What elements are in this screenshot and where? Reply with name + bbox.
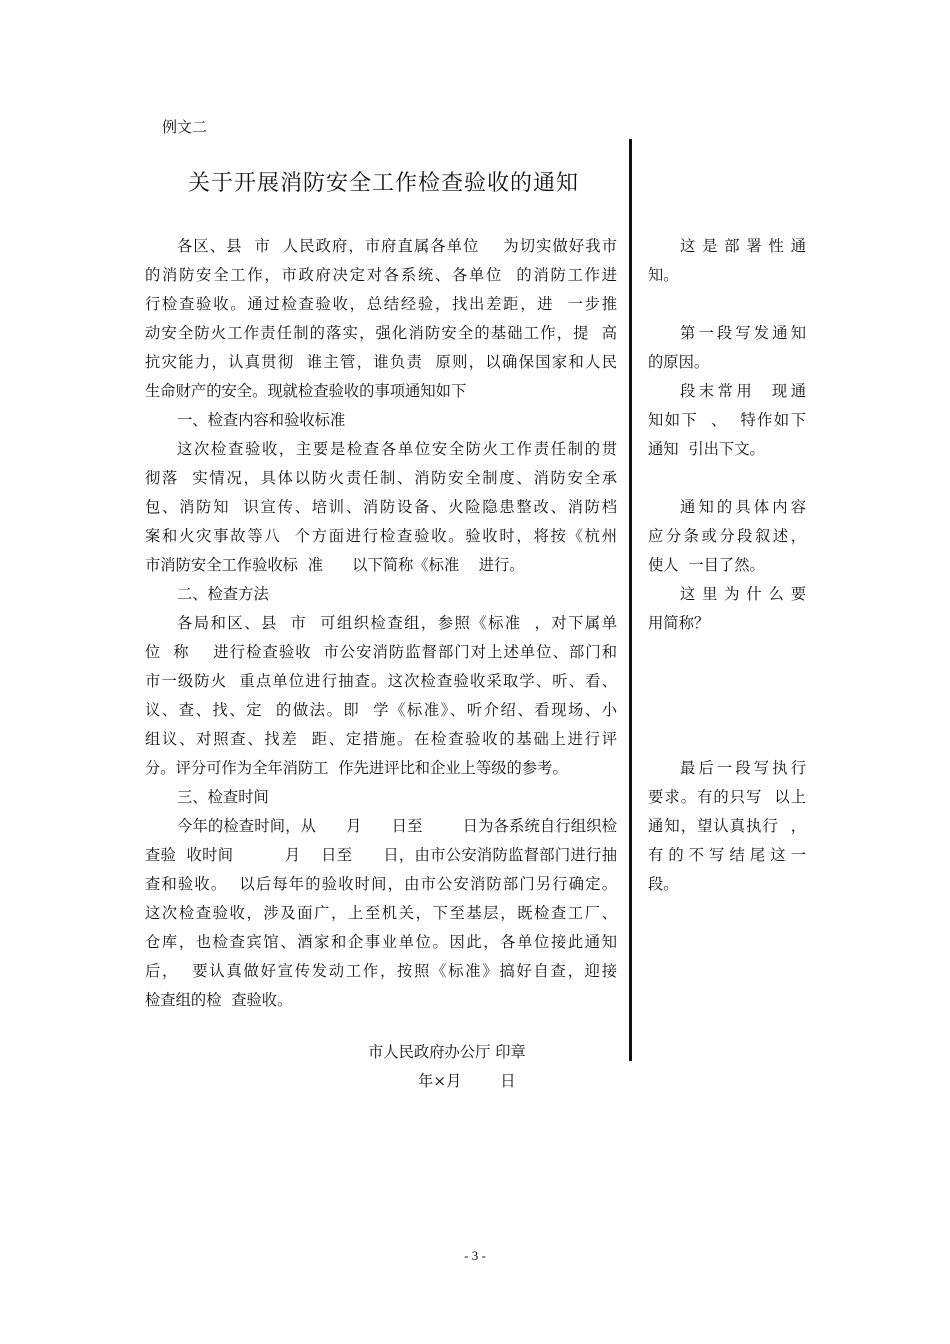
body-line: 后， 要认真做好宣传发动工作，按照《标准》搞好自查，迎接 bbox=[145, 962, 617, 980]
body-line: 议、查、找、定 的做法。即 学《标准》、听介绍、看现场、小 bbox=[145, 701, 617, 719]
body-line: 这次检查验收，涉及面广，上至机关，下至基层，既检查工厂、 bbox=[145, 904, 617, 922]
section-heading: 二、检查方法 bbox=[177, 585, 269, 603]
body-line: 今年的检查时间，从 月 日至 日为各系统自行组织检 bbox=[177, 817, 617, 835]
body-line: 彻落 实情况，具体以防火责任制、消防安全制度、消防安全承 bbox=[145, 469, 617, 487]
margin-note-line: 用简称？ bbox=[648, 614, 710, 632]
body-line: 市一级防火 重点单位进行抽查。这次检查验收采取学、听、看、 bbox=[145, 672, 617, 690]
body-line: 查验 收时间 月 日至 日，由市公安消防监督部门进行抽 bbox=[145, 846, 617, 864]
note-spacer bbox=[648, 667, 806, 696]
column-divider bbox=[629, 139, 632, 1061]
margin-note-line: 段末常用 现通 bbox=[680, 382, 806, 400]
margin-note-line: 有 的 不 写 结 尾 这 一 bbox=[648, 846, 806, 864]
body-line: 这次检查验收，主要是检查各单位安全防火工作责任制的贯 bbox=[177, 440, 617, 458]
body-line: 行检查验收。通过检查验收，总结经验，找出差距，进 一步推 bbox=[145, 295, 617, 313]
margin-note-line: 段。 bbox=[648, 875, 679, 893]
margin-note-line: 要求。有的只写 以上 bbox=[648, 788, 806, 806]
body-line: 分。评分可作为全年消防工 作先进评比和企业上等级的参考。 bbox=[145, 759, 568, 777]
body-line: 生命财产的安全。现就检查验收的事项通知如下 bbox=[145, 382, 467, 400]
margin-note-line: 通知，望认真执行 ， bbox=[648, 817, 806, 835]
body-line: 检查组的检 查验收。 bbox=[145, 991, 293, 1009]
page-number: - 3 - bbox=[464, 1248, 486, 1263]
margin-note-line: 的原因。 bbox=[648, 353, 710, 371]
document-title: 关于开展消防安全工作检查验收的通知 bbox=[188, 171, 580, 196]
example-label: 例文二 bbox=[162, 118, 208, 136]
margin-note-line: 应分条或分段叙述， bbox=[648, 527, 806, 545]
signature: 市人民政府办公厅 印章 bbox=[368, 1043, 526, 1061]
margin-note-line: 通知的具体内容 bbox=[680, 498, 806, 516]
section-heading: 三、检查时间 bbox=[177, 788, 269, 806]
margin-note-line: 知。 bbox=[648, 266, 679, 284]
body-line: 查和验收。 以后每年的验收时间，由市公安消防部门另行确定。 bbox=[145, 875, 617, 893]
margin-notes bbox=[648, 232, 806, 899]
section-heading: 一、检查内容和验收标准 bbox=[177, 411, 346, 429]
note-spacer bbox=[648, 638, 806, 667]
margin-note-line: 使人 一目了然。 bbox=[648, 556, 765, 574]
margin-note-line: 最后一段写执行 bbox=[680, 759, 806, 777]
body-line: 仓库，也检查宾馆、酒家和企事业单位。因此，各单位接此通知 bbox=[145, 933, 617, 951]
date-line: 年×月 日 bbox=[418, 1072, 516, 1090]
note-spacer bbox=[648, 696, 806, 725]
notice-body bbox=[145, 232, 617, 1015]
margin-note-line: 第一段写发通知 bbox=[680, 324, 806, 342]
body-line: 各局和区、县 市 可组织检查组，参照《标准 ，对下属单 bbox=[177, 614, 617, 632]
body-line: 各区、县 市 人民政府，市府直属各单位 为切实做好我市 bbox=[177, 237, 617, 255]
margin-note-line: 知如下 、 特作如下 bbox=[648, 411, 806, 429]
note-spacer bbox=[648, 464, 806, 493]
body-line: 的消防安全工作，市政府决定对各系统、各单位 的消防工作进 bbox=[145, 266, 617, 284]
body-line: 包、消防知 识宣传、培训、消防设备、火险隐患整改、消防档 bbox=[145, 498, 617, 516]
body-line: 位 称 进行检查验收 市公安消防监督部门对上述单位、部门和 bbox=[145, 643, 617, 661]
body-line: 组议、对照查、找差 距、定措施。在检查验收的基础上进行评 bbox=[145, 730, 617, 748]
body-line: 抗灾能力，认真贯彻 谁主管，谁负责 原则，以确保国家和人民 bbox=[145, 353, 617, 371]
body-line: 市消防安全工作验收标 准 以下简称《标准 进行。 bbox=[145, 556, 525, 574]
margin-note-line: 这 是 部 署 性 通 bbox=[680, 237, 806, 255]
margin-note-line: 通知 引出下文。 bbox=[648, 440, 765, 458]
body-line: 动安全防火工作责任制的落实，强化消防安全的基础工作，提 高 bbox=[145, 324, 617, 342]
margin-note-line: 这 里 为 什 么 要 bbox=[680, 585, 806, 603]
note-spacer bbox=[648, 725, 806, 754]
body-line: 案和火灾事故等八 个方面进行检查验收。验收时，将按《杭州 bbox=[145, 527, 617, 545]
note-spacer bbox=[648, 290, 806, 319]
